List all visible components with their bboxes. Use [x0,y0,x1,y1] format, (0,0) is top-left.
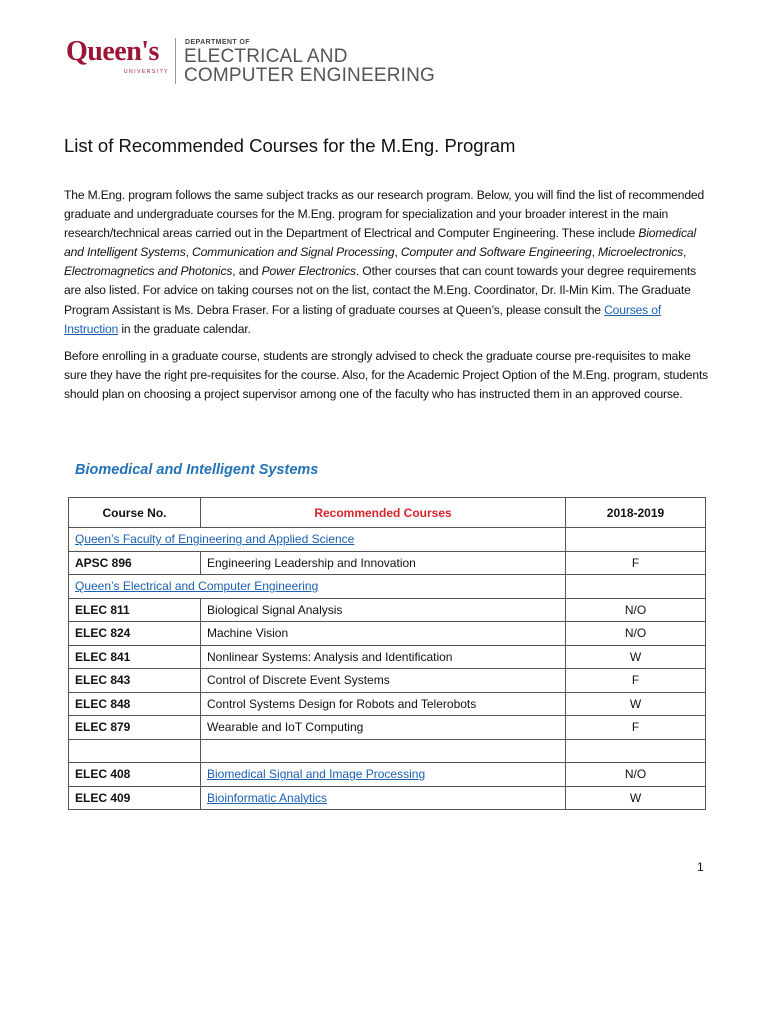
course-term: W [566,645,706,669]
course-name: Nonlinear Systems: Analysis and Identification [201,645,566,669]
course-name: Control of Discrete Event Systems [201,669,566,693]
page-number: 1 [697,860,704,874]
group-ece-link[interactable]: Queen’s Electrical and Computer Engineering [69,575,566,599]
course-term: N/O [566,763,706,787]
course-name: Biological Signal Analysis [201,598,566,622]
course-name: Engineering Leadership and Innovation [201,551,566,575]
department-name-line2: COMPUTER ENGINEERING [184,65,436,86]
table-row [69,598,706,622]
course-code: ELEC 843 [69,669,201,693]
course-name: Wearable and IoT Computing [201,716,566,740]
course-term: F [566,669,706,693]
track-biomedical: Biomedical and Intelligent Systems [64,226,696,260]
group-row-ece [69,575,706,599]
header-course-no: Course No. [69,498,201,528]
section-heading: Biomedical and Intelligent Systems [75,462,319,478]
table-row [69,669,706,693]
courses-of-instruction-link[interactable]: Courses of Instruction [64,302,662,336]
course-name: Control Systems Design for Robots and Telerobots [201,692,566,716]
course-term: N/O [566,598,706,622]
header-divider [175,38,176,84]
track-communication: Communication and Signal Processing [192,245,395,260]
group-faculty-link[interactable]: Queen’s Faculty of Engineering and Applied Science [69,528,566,552]
course-term: N/O [566,622,706,646]
queens-logo-subtitle: UNIVERSITY [124,69,170,75]
course-code: ELEC 824 [69,622,201,646]
department-name-line1: ELECTRICAL AND [184,46,348,67]
header-year: 2018-2019 [566,498,706,528]
advice-paragraph: Before enrolling in a graduate course, students are strongly advised to check the graduate course pre-requisites to make sure they have the right pre-requisites for the course. Also, for the Academic Project Option of the M.Eng. program, students should plan on choosing a project supervisor among one of the faculty who has instructed them in an approved course. [64,349,709,402]
course-code: ELEC 841 [69,645,201,669]
group-row-faculty [69,528,706,552]
course-code: ELEC 848 [69,692,201,716]
table-row [69,763,706,787]
table-header-row [69,498,706,528]
courses-table [68,497,706,810]
table-row [69,716,706,740]
course-code: ELEC 408 [69,763,201,787]
course-code: APSC 896 [69,551,201,575]
empty-row [69,739,706,763]
course-code: ELEC 811 [69,598,201,622]
course-name-cell [201,763,566,787]
department-header [66,34,436,86]
department-prefix: DEPARTMENT OF [185,39,250,46]
course-name: Machine Vision [201,622,566,646]
table-row [69,692,706,716]
page-title: List of Recommended Courses for the M.Eng. Program [64,135,516,156]
course-code: ELEC 879 [69,716,201,740]
course-link-elec409[interactable]: Bioinformatic Analytics [207,790,328,805]
track-microelectronics: Microelectronics [598,245,683,260]
table-row [69,622,706,646]
table-row [69,551,706,575]
table-row [69,786,706,810]
intro-paragraph: The M.Eng. program follows the same subject tracks as our research program. Below, you will find the list of recommended graduate and undergraduate courses for the M.Eng. program for specialization and your broader interest in the main research/technical areas carried out in the Department of Electrical and Computer Engineering. These include Biomedical and Intelligent Systems, Communication and Signal Processing, Computer and Software Engineering, Microelectronics, Electromagnetics and Photonics, and Power Electronics. Other courses that can count towards your degree requirements are also listed. For advice on taking courses not on the list, contact the M.Eng. Coordinator, Dr. Il-Min Kim. The Graduate Program Assistant is Ms. Debra Fraser. For a listing of graduate courses at Queen’s, please consult the Courses of Instruction in the graduate calendar. [64,188,705,336]
table-row [69,645,706,669]
track-computer-software: Computer and Software Engineering [400,245,592,260]
course-link-elec408[interactable]: Biomedical Signal and Image Processing [207,767,426,782]
track-power-electronics: Power Electronics [261,264,356,279]
track-electromagnetics: Electromagnetics and Photonics [64,264,233,279]
course-term: F [566,716,706,740]
course-code: ELEC 409 [69,786,201,810]
course-term: F [566,551,706,575]
course-term: W [566,786,706,810]
course-name-cell [201,786,566,810]
course-term: W [566,692,706,716]
header-recommended-courses: Recommended Courses [201,498,566,528]
queens-logo: Queen's [66,36,159,67]
